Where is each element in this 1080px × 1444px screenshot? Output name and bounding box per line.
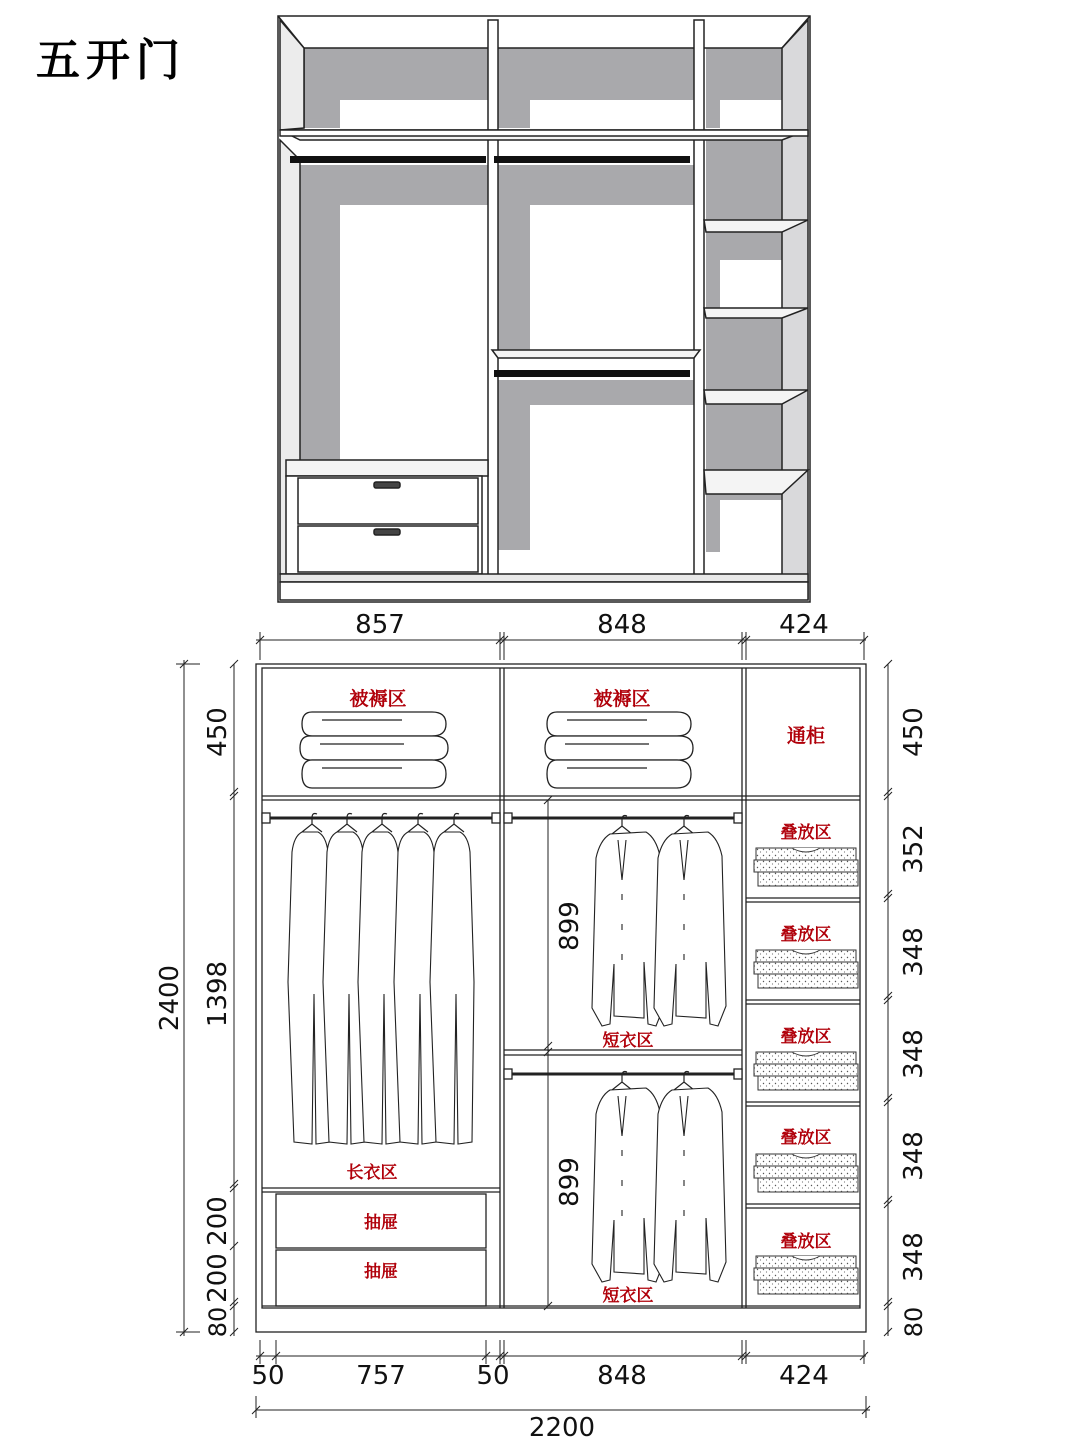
right-height-7: 80 [900,1306,928,1338]
bottom-width-4: 848 [597,1361,647,1391]
label-fold-2: 叠放区 [780,925,832,945]
middle-height-upper: 899 [555,901,585,951]
top-width-2: 848 [597,610,647,640]
bottom-width-5: 424 [779,1361,829,1391]
right-height-6: 348 [899,1232,929,1282]
total-width: 2200 [528,1413,596,1443]
label-through-cabinet: 通柜 [786,725,826,747]
quilt-stack-left-icon [300,712,448,788]
top-width-3: 424 [779,610,829,640]
label-long-clothes: 长衣区 [346,1163,398,1183]
short-jackets-lower-icon [592,1072,726,1283]
label-quilt-left: 被褥区 [349,688,407,710]
left-height-5: 80 [204,1306,232,1338]
left-height-3: 200 [203,1196,233,1246]
label-fold-1: 叠放区 [780,823,832,843]
total-height: 2400 [155,964,185,1032]
label-fold-3: 叠放区 [780,1027,832,1047]
right-height-5: 348 [899,1131,929,1181]
label-fold-4: 叠放区 [780,1128,832,1148]
short-jackets-upper-icon [592,816,726,1027]
right-height-2: 352 [899,824,929,874]
quilt-stack-middle-icon [545,712,693,788]
right-height-1: 450 [899,707,929,757]
left-height-2: 1398 [203,960,233,1028]
bottom-width-1: 50 [251,1361,285,1391]
long-coats-icon [288,814,474,1145]
folded-clothes-icon [754,848,858,1294]
label-quilt-middle: 被褥区 [593,688,651,710]
top-width-1: 857 [355,610,405,640]
label-fold-5: 叠放区 [780,1232,832,1252]
left-height-4: 200 [203,1253,233,1303]
label-drawer-upper: 抽屉 [364,1213,398,1233]
label-drawer-lower: 抽屉 [364,1262,398,1282]
label-short-clothes-lower: 短衣区 [602,1286,654,1306]
wardrobe-3d-view [278,16,810,602]
right-height-3: 348 [899,927,929,977]
bottom-width-3: 50 [476,1361,510,1391]
dimension-lines [176,632,892,1418]
bottom-width-2: 757 [356,1361,406,1391]
label-short-clothes-upper: 短衣区 [602,1031,654,1051]
right-height-4: 348 [899,1029,929,1079]
middle-height-lower: 899 [555,1157,585,1207]
left-height-1: 450 [203,707,233,757]
page-title: 五开门 [36,35,186,86]
